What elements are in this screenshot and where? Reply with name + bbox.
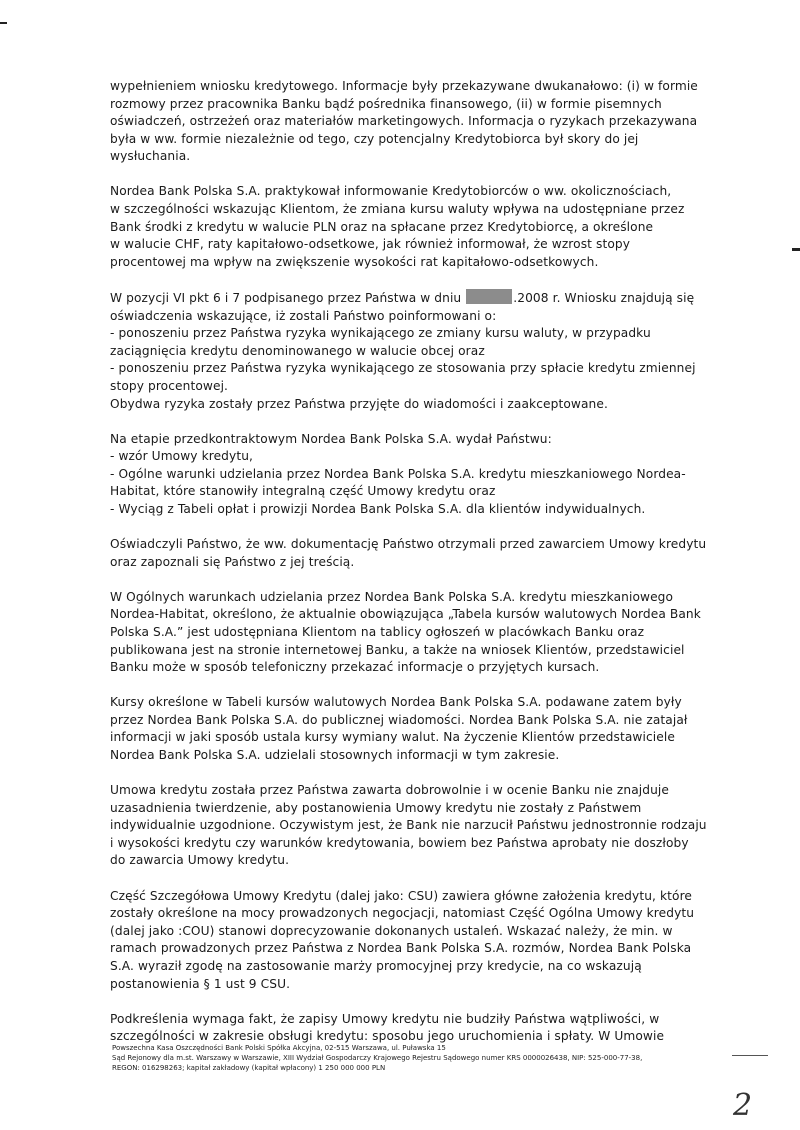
text-line: S.A. wyraził zgodę na zastosowanie marży promocyjnej przy kredycie, na co wskazują — [110, 958, 642, 973]
paragraph-exchange-rate-table — [110, 589, 718, 677]
text-line: Podkreślenia wymaga fakt, że zapisy Umowy kredytu nie budziły Państwa wątpliwości, w — [110, 1011, 660, 1026]
text-line-with-redaction — [110, 289, 718, 308]
footer-line: REGON: 016298263; kapitał zakładowy (kapitał wpłacony) 1 250 000 000 PLN — [112, 1064, 386, 1072]
footer-line: Sąd Rejonowy dla m.st. Warszawy w Warszawie, XIII Wydział Gospodarczy Krajowego Rejestru Sądowego numer KRS 0000026438, NIP: 525-000-77-38, — [112, 1054, 643, 1062]
redacted-date-box — [466, 289, 512, 304]
text-line: w walucie CHF, raty kapitałowo-odsetkowe, jak również informował, że wzrost stopy — [110, 237, 631, 252]
text-line: oraz zapoznali się Państwo z jej treścią. — [110, 554, 355, 569]
paragraph-risk-info-channels — [110, 78, 718, 166]
paragraph-voluntary-agreement — [110, 782, 718, 870]
text-line: informacji w jaki sposób ustala kursy wymiany walut. Na życzenie Klientów przedstawiciele — [110, 730, 675, 745]
text-line: indywidualnie uzgodnione. Oczywistym jest, że Bank nie narzucił Państwu jednostronnie rodzaju — [110, 818, 707, 833]
text-line: postanowienia § 1 ust 9 CSU. — [110, 976, 291, 991]
text-line: Polska S.A.” jest udostępniana Klientom na tablicy ogłoszeń w placówkach Banku oraz — [110, 624, 645, 639]
text-line: Oświadczyli Państwo, że ww. dokumentację Państwo otrzymali przed zawarciem Umowy kredytu — [110, 537, 707, 552]
footer-rule — [732, 1055, 768, 1056]
paragraph-no-doubts — [110, 1011, 718, 1046]
text-line: wysłuchania. — [110, 149, 191, 164]
scan-edge-mark — [792, 248, 800, 251]
footer-line: Powszechna Kasa Oszczędności Bank Polski Spółka Akcyjna, 02-515 Warszawa, ul. Puławska 15 — [112, 1044, 446, 1052]
text-line: Habitat, które stanowiły integralną część Umowy kredytu oraz — [110, 484, 496, 499]
text-line: (dalej jako :COU) stanowi doprecyzowanie dokonanych ustaleń. Wskazać należy, że min. w — [110, 923, 673, 938]
text-line: Nordea Bank Polska S.A. udzielali stosownych informacji w tym zakresie. — [110, 748, 560, 762]
text-line: rozmowy przez pracownika Banku bądź pośrednika finansowego, (ii) w formie pisemnych — [110, 96, 662, 111]
text-line: publikowana jest na stronie internetowej Banku, a także na wniosek Klientów, przedstawiciel — [110, 642, 685, 657]
text-line: procentowej ma wpływ na zwiększenie wysokości rat kapitałowo-odsetkowych. — [110, 254, 599, 269]
text-line: - ponoszeniu przez Państwa ryzyka wynikającego ze stosowania przy spłacie kredytu zmiennej — [110, 361, 696, 376]
text-line: była w ww. formie niezależnie od tego, czy potencjalny Kredytobiorca był skory do jej — [110, 131, 639, 146]
text-fragment: .2008 r. Wniosku znajdują się — [513, 290, 695, 305]
text-line: w szczególności wskazując Klientom, że zmiana kursu waluty wpływa na udostępniane przez — [110, 202, 685, 217]
page-number: 2 — [733, 1088, 753, 1123]
paragraph-documents-received — [110, 536, 718, 571]
text-line: zostały określone na mocy prowadzonych negocjacji, natomiast Część Ogólna Umowy kredytu — [110, 906, 695, 921]
text-line: - wzór Umowy kredytu, — [110, 449, 254, 464]
paragraph-application-declarations — [110, 289, 718, 413]
text-line: zaciągnięcia kredytu denominowanego w walucie obcej oraz — [110, 343, 485, 358]
paragraph-bank-practice — [110, 183, 718, 271]
text-line: uzasadnienia twierdzenie, aby postanowienia Umowy kredytu nie zostały z Państwem — [110, 800, 642, 815]
text-line: Nordea-Habitat, określono, że aktualnie obowiązująca „Tabela kursów walutowych Nordea Bank — [110, 607, 701, 622]
paragraph-public-rates — [110, 694, 718, 764]
text-line: przez Nordea Bank Polska S.A. do publicznej wiadomości. Nordea Bank Polska S.A. nie zatajał — [110, 712, 688, 727]
text-line: wypełnieniem wniosku kredytowego. Informacje były przekazywane dwukanałowo: (i) w formie — [110, 79, 698, 93]
text-line: Nordea Bank Polska S.A. praktykował informowanie Kredytobiorców o ww. okolicznościach, — [110, 184, 672, 199]
text-line: Bank środki z kredytu w walucie PLN oraz na spłacane przez Kredytobiorcę, a określone — [110, 219, 654, 234]
text-line: - Ogólne warunki udzielania przez Nordea Bank Polska S.A. kredytu mieszkaniowego Nordea- — [110, 466, 686, 481]
text-line: szczególności w zakresie obsługi kredytu: sposobu jego uruchomienia i spłaty. W Umowie — [110, 1029, 665, 1044]
text-line: - ponoszeniu przez Państwa ryzyka wynikającego ze zmiany kursu waluty, w przypadku — [110, 326, 651, 341]
text-line: ramach prowadzonych przez Państwa z Nordea Bank Polska S.A. rozmów, Nordea Bank Polska — [110, 941, 692, 956]
text-line: W Ogólnych warunkach udzielania przez Nordea Bank Polska S.A. kredytu mieszkaniowego — [110, 589, 674, 604]
text-line: i wysokości kredytu czy warunków kredytowania, bowiem bez Państwa aprobaty nie doszłoby — [110, 835, 689, 850]
text-line: oświadczenia wskazujące, iż zostali Państwo poinformowani o: — [110, 308, 497, 323]
scan-corner-mark — [0, 22, 7, 24]
text-fragment: W pozycji VI pkt 6 i 7 podpisanego przez Państwa w dniu — [110, 290, 462, 305]
text-line: stopy procentowej. — [110, 378, 229, 393]
text-line: - Wyciąg z Tabeli opłat i prowizji Nordea Bank Polska S.A. dla klientów indywidualnych. — [110, 501, 646, 516]
text-line: oświadczeń, ostrzeżeń oraz materiałów marketingowych. Informacja o ryzykach przekazywana — [110, 114, 698, 129]
text-line: Banku może w sposób telefoniczny przekazać informacje o przyjętych kursach. — [110, 660, 600, 675]
company-footer — [112, 1043, 672, 1073]
text-line: do zawarcia Umowy kredytu. — [110, 853, 290, 868]
text-line: Kursy określone w Tabeli kursów walutowych Nordea Bank Polska S.A. podawane zatem były — [110, 695, 682, 710]
paragraph-precontract-documents — [110, 431, 718, 519]
text-line: Umowa kredytu została przez Państwa zawarta dobrowolnie i w ocenie Banku nie znajduje — [110, 783, 670, 798]
text-line: Na etapie przedkontraktowym Nordea Bank Polska S.A. wydał Państwu: — [110, 431, 552, 446]
paragraph-contract-parts — [110, 888, 718, 994]
text-line: Obydwa ryzyka zostały przez Państwa przyjęte do wiadomości i zaakceptowane. — [110, 396, 608, 411]
letter-body — [110, 78, 718, 1063]
text-line: Część Szczegółowa Umowy Kredytu (dalej jako: CSU) zawiera główne założenia kredytu, które — [110, 888, 693, 903]
